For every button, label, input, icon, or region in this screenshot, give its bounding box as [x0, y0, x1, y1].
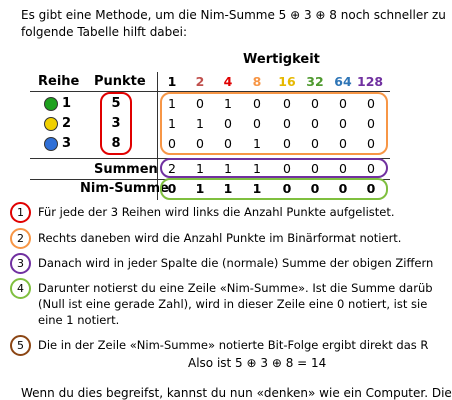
nimsumme-marker-4 — [160, 178, 388, 200]
nimsumme-cell-16: 0 — [282, 181, 292, 196]
intro-line-2: folgende Tabelle hilft dabei: — [21, 25, 188, 39]
weight-8: 8 — [252, 74, 262, 89]
weight-64: 64 — [334, 74, 352, 89]
note-4-text-line-1: Darunter notierst du eine Zeile «Nim-Summe». Ist die Summe darüb — [38, 281, 433, 295]
nimsumme-cell-8: 1 — [252, 181, 262, 196]
nimsumme-cell-32: 0 — [310, 181, 320, 196]
summen-cell-8: 1 — [253, 161, 261, 176]
note-1-text: Für jede der 3 Reihen wird links die Anzahl Punkte aufgelistet. — [38, 205, 395, 219]
row-2-bit-1: 1 — [168, 116, 176, 131]
note-3-text: Danach wird in jeder Spalte die (normale) Summe der obigen Ziffern — [38, 256, 434, 270]
row-1-bit-1: 1 — [168, 96, 176, 111]
binary-marker-2 — [160, 92, 388, 155]
row-1-bit-64: 0 — [339, 96, 347, 111]
note-1-number-badge: 1 — [10, 202, 31, 223]
nimsumme-label: Nim-Summe — [80, 181, 169, 196]
weight-1: 1 — [167, 74, 177, 89]
note-2-text: Rechts daneben wird die Anzahl Punkte im Binärformat notiert. — [38, 231, 402, 245]
note-4-text-line-2: (Null ist eine gerade Zahl), wird in dieser Zeile eine 0 notiert, ist sie — [38, 297, 428, 311]
summen-cell-1: 2 — [168, 161, 176, 176]
row-1-points: 5 — [111, 96, 121, 111]
note-2-number-badge: 2 — [10, 228, 31, 249]
row-1-bit-32: 0 — [311, 96, 319, 111]
summen-cell-16: 0 — [283, 161, 291, 176]
row-1-bit-16: 0 — [283, 96, 291, 111]
weight-4: 4 — [223, 74, 233, 89]
points-marker-1 — [100, 92, 132, 155]
footer-text: Wenn du dies begreifst, kannst du nun «denken» wie ein Computer. Die — [21, 386, 452, 400]
summen-label: Summen — [94, 162, 158, 177]
row-3-dot-icon — [44, 137, 58, 151]
summen-cell-32: 0 — [311, 161, 319, 176]
row-2-bit-2: 1 — [196, 116, 204, 131]
nimsumme-cell-2: 1 — [195, 181, 205, 196]
weight-32: 32 — [306, 74, 324, 89]
row-2-bit-16: 0 — [283, 116, 291, 131]
weight-128: 128 — [357, 74, 384, 89]
row-1-bit-2: 0 — [196, 96, 204, 111]
nimsumme-cell-1: 0 — [167, 181, 177, 196]
intro-line-1: Es gibt eine Methode, um die Nim-Summe 5 ⊕ 3 ⊕ 8 noch schneller zu — [21, 8, 446, 22]
summen-cell-64: 0 — [339, 161, 347, 176]
row-1-bit-4: 1 — [224, 96, 232, 111]
summen-marker-3 — [160, 158, 388, 178]
row-3-bit-2: 0 — [196, 136, 204, 151]
row-3-bit-1: 0 — [168, 136, 176, 151]
row-2-bit-64: 0 — [339, 116, 347, 131]
row-2-points: 3 — [111, 116, 121, 131]
row-3-label: 3 — [62, 136, 72, 151]
row-3-bit-8: 1 — [253, 136, 261, 151]
weight-2: 2 — [195, 74, 205, 89]
summen-cell-4: 1 — [224, 161, 232, 176]
wertigkeit-heading: Wertigkeit — [243, 52, 320, 67]
note-5-number-badge: 5 — [10, 335, 31, 356]
row-2-bit-4: 0 — [224, 116, 232, 131]
row-2-bit-32: 0 — [311, 116, 319, 131]
summen-cell-2: 1 — [196, 161, 204, 176]
row-1-bit-8: 0 — [253, 96, 261, 111]
row-3-bit-16: 0 — [283, 136, 291, 151]
note-5-text: Die in der Zeile «Nim-Summe» notierte Bit-Folge ergibt direkt das R — [38, 338, 429, 352]
note-4-text-line-3: eine 1 notiert. — [38, 313, 120, 327]
summen-cell-128: 0 — [367, 161, 375, 176]
row-2-label: 2 — [62, 116, 72, 131]
nimsumme-cell-64: 0 — [338, 181, 348, 196]
row-2-bit-8: 0 — [253, 116, 261, 131]
reihe-heading: Reihe — [38, 74, 80, 89]
weight-16: 16 — [278, 74, 296, 89]
row-1-dot-icon — [44, 97, 58, 111]
row-3-points: 8 — [111, 136, 121, 151]
row-1-bit-128: 0 — [367, 96, 375, 111]
result-formula: Also ist 5 ⊕ 3 ⊕ 8 = 14 — [188, 356, 327, 370]
row-3-bit-32: 0 — [311, 136, 319, 151]
row-2-bit-128: 0 — [367, 116, 375, 131]
row-1-label: 1 — [62, 96, 72, 111]
row-3-bit-64: 0 — [339, 136, 347, 151]
row-2-dot-icon — [44, 117, 58, 131]
punkte-heading: Punkte — [94, 74, 146, 89]
note-4-number-badge: 4 — [10, 278, 31, 299]
row-3-bit-4: 0 — [224, 136, 232, 151]
row-3-bit-128: 0 — [367, 136, 375, 151]
note-3-number-badge: 3 — [10, 253, 31, 274]
nimsumme-cell-4: 1 — [223, 181, 233, 196]
nimsumme-cell-128: 0 — [366, 181, 376, 196]
